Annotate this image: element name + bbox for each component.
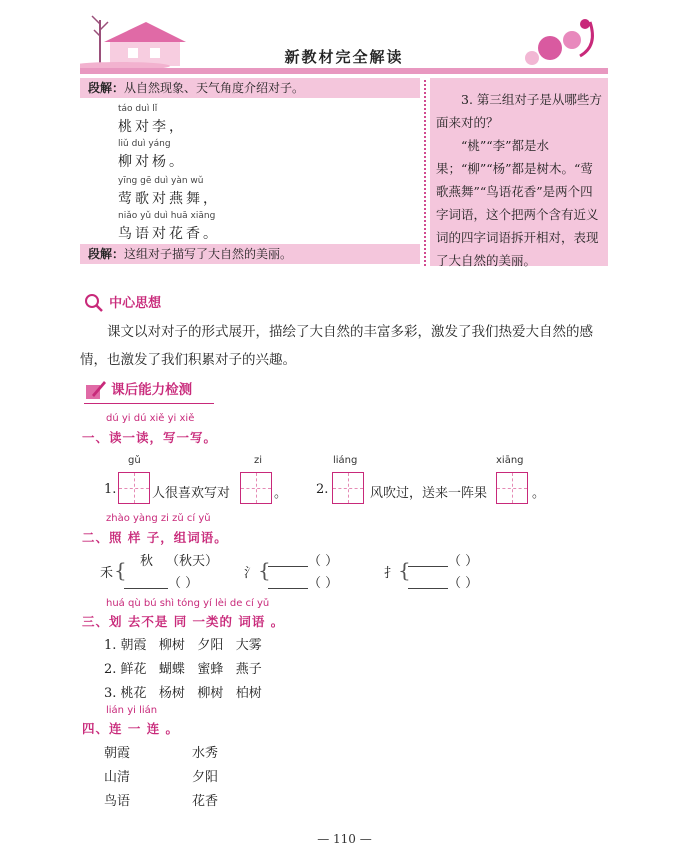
- q4-left-1[interactable]: 朝霞: [104, 746, 131, 761]
- q2-g1-blank[interactable]: [124, 588, 168, 589]
- q1-p2-box-a[interactable]: [332, 472, 364, 504]
- q2-g1-brace: {: [114, 558, 127, 582]
- q4-left-3[interactable]: 鸟语: [104, 794, 131, 809]
- q1-p1-end: 。: [274, 486, 288, 501]
- exercise-heading: [84, 378, 192, 401]
- qa-text: [436, 88, 604, 272]
- q3-row-1[interactable]: 1. 朝霞 柳树 夕阳 大雾: [104, 638, 262, 653]
- q2-g2-blank-top[interactable]: [268, 566, 308, 567]
- line2-text: 柳对杨。: [118, 154, 186, 170]
- q1-p1-number: 1.: [104, 482, 117, 497]
- q1-p2-box-b[interactable]: [496, 472, 528, 504]
- q1-p2-middle: 风吹过，送来一阵果: [370, 486, 488, 501]
- q2-g2-blank[interactable]: [268, 588, 308, 589]
- header-title: 新教材完全解读: [284, 48, 404, 66]
- q2-title: 二、照 样 子，组词语。: [82, 530, 228, 545]
- q2-g3-example[interactable]: （ ）: [448, 554, 479, 569]
- exercise-underline: [84, 403, 214, 404]
- line3-text: 莺歌对燕舞，: [118, 191, 220, 207]
- q1-p1-pinyin-a: gǔ: [128, 455, 141, 466]
- q2-g2-paren[interactable]: （ ）: [308, 576, 339, 591]
- q2-g2-example[interactable]: （ ）: [308, 554, 339, 569]
- q2-g1-example: （秋天）: [166, 554, 219, 569]
- q2-group-2: [244, 550, 374, 590]
- q3-title: 三、划 去不是 同 一类的 词语 。: [82, 614, 285, 629]
- q2-group-3: [384, 550, 514, 590]
- passage-box: [80, 78, 420, 266]
- q1-p2-pinyin-b: xiāng: [496, 455, 524, 466]
- paragraph-note-bottom: 段解：这组对子描写了大自然的美丽。: [80, 244, 420, 264]
- q2-g1-radical: 禾: [100, 566, 114, 581]
- q2-g3-blank-top[interactable]: [408, 566, 448, 567]
- paragraph-note-top: 段解：从自然现象、天气角度介绍对子。: [80, 78, 420, 98]
- q4-left-2[interactable]: 山清: [104, 770, 131, 785]
- central-idea-title: 中心思想: [109, 296, 162, 311]
- qa-box: [430, 78, 608, 266]
- line1-text: 桃对李，: [118, 119, 186, 135]
- q2-group-1: [100, 550, 230, 590]
- q2-pinyin: zhào yàng zi zǔ cí yǔ: [106, 513, 211, 524]
- q1-title: 一、读一读，写一写。: [82, 430, 218, 445]
- q1-p2-number: 2.: [316, 482, 329, 497]
- line4-text: 鸟语对花香。: [118, 226, 220, 242]
- q2-g2-brace: {: [258, 558, 271, 582]
- qa-question: 3. 第三组对子是从哪些方面来对的？: [436, 92, 602, 130]
- q3-pinyin: huá qù bú shì tóng yí lèi de cí yǔ: [106, 598, 270, 609]
- q2-g3-brace: {: [398, 558, 411, 582]
- q4-right-3[interactable]: 花香: [192, 794, 219, 809]
- exercise-title: 课后能力检测: [111, 382, 193, 398]
- central-idea-heading: [84, 292, 161, 313]
- q1-p1-middle: 人很喜欢写对: [152, 486, 231, 501]
- header-band: [80, 68, 608, 74]
- q3-row-2[interactable]: 2. 鲜花 蝴蝶 蜜蜂 燕子: [104, 662, 262, 677]
- q3-row-3[interactable]: 3. 桃花 杨树 柳树 柏树: [104, 686, 262, 701]
- q2-g3-radical: 扌: [384, 566, 398, 581]
- q1-p1-box-b[interactable]: [240, 472, 272, 504]
- q4-title: 四、连 一 连 。: [82, 721, 180, 736]
- q1-p2-end: 。: [532, 486, 546, 501]
- line4-pinyin: niǎo yǔ duì huā xiāng: [118, 211, 216, 221]
- line1-pinyin: táo duì lǐ: [118, 104, 158, 114]
- q2-g1-paren[interactable]: （ ）: [168, 576, 199, 591]
- page-number: — 110 —: [317, 832, 372, 846]
- q4-pinyin: lián yi lián: [106, 705, 158, 716]
- q1-pinyin: dú yi dú xiě yi xiě: [106, 413, 195, 424]
- q4-right-2[interactable]: 夕阳: [192, 770, 219, 785]
- magnifier-icon: [84, 293, 104, 313]
- q2-g3-paren[interactable]: （ ）: [448, 576, 479, 591]
- q1-p1-pinyin-b: zi: [254, 455, 263, 466]
- line2-pinyin: liǔ duì yáng: [118, 139, 171, 149]
- q2-g1-word1: 秋: [140, 554, 154, 569]
- line3-pinyin: yīng gē duì yàn wǔ: [118, 176, 204, 186]
- q4-right-1[interactable]: 水秀: [192, 746, 219, 761]
- qa-answer: “桃”“李”都是水果；“柳”“杨”都是树木。“莺歌燕舞”“鸟语花香”是两个四字词语，这个把两个含有近义词的四字词语拆开相对，表现了大自然的美丽。: [436, 138, 599, 268]
- column-divider: [424, 80, 426, 266]
- q1-p1-box-a[interactable]: [118, 472, 150, 504]
- pencil-book-icon: [84, 379, 106, 401]
- q2-g3-blank[interactable]: [408, 588, 448, 589]
- central-idea-text: 课文以对对子的形式展开，描绘了大自然的丰富多彩，激发了我们热爱大自然的感情，也激发了我们积累对子的兴趣。: [80, 324, 593, 368]
- q2-g2-radical: 氵: [244, 566, 258, 581]
- q1-p2-pinyin-a: liáng: [333, 455, 358, 466]
